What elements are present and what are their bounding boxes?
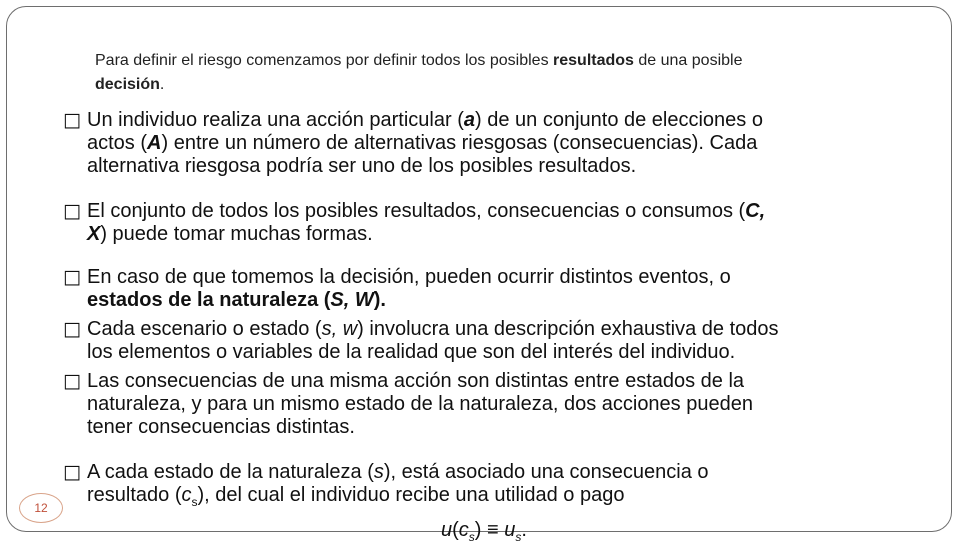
checkbox-bullet-icon: □ [63, 200, 81, 222]
intro-line-2 [95, 73, 925, 97]
bullet-line: El conjunto de todos los posibles resultados, consecuencias o consumos (C, [87, 200, 766, 222]
intro-bold-term: resultados [553, 52, 634, 69]
checkbox-bullet-icon: □ [63, 266, 81, 288]
bullet-line: A cada estado de la naturaleza (s), está asociado una consecuencia o [87, 461, 709, 483]
bullet-1 [63, 109, 923, 178]
bullet-line: En caso de que tomemos la decisión, pueden ocurrir distintos eventos, o [87, 266, 731, 288]
bullet-line: X) puede tomar muchas formas. [87, 223, 373, 245]
bullet-3 [63, 266, 923, 312]
utility-formula: $u(c_s) \equiv u_s$. [441, 519, 527, 544]
intro-paragraph [95, 49, 925, 97]
checkbox-bullet-icon: □ [63, 461, 81, 483]
bullet-line: los elementos o variables de la realidad que son del interés del individuo. [87, 341, 736, 363]
bullet-line: Las consecuencias de una misma acción son distintas entre estados de la [87, 370, 745, 392]
intro-text: . [159, 76, 165, 93]
bullet-line: naturaleza, y para un mismo estado de la naturaleza, dos acciones pueden [87, 393, 753, 415]
bullet-line: estados de la naturaleza (S, W). [87, 289, 386, 311]
checkbox-bullet-icon: □ [63, 370, 81, 392]
bullet-line: actos (A) entre un número de alternativas riesgosas (consecuencias). Cada [87, 132, 758, 154]
bullet-line: tener consecuencias distintas. [87, 416, 355, 438]
bullet-5 [63, 370, 923, 439]
bullet-line: resultado $(c_s)$, del cual el individuo recibe una utilidad o pago [87, 484, 625, 509]
checkbox-bullet-icon: □ [63, 318, 81, 340]
intro-line-1 [95, 49, 925, 73]
intro-text: de una posible [633, 52, 743, 69]
bullet-line: Cada escenario o estado (s, w) involucra una descripción exhaustiva de todos [87, 318, 779, 340]
intro-bold-term: decisión [95, 76, 160, 93]
bullet-2 [63, 200, 923, 246]
bullet-6 [63, 461, 923, 514]
intro-text: Para definir el riesgo comenzamos por definir todos los posibles [95, 52, 554, 69]
bullet-line: alternativa riesgosa podría ser uno de los posibles resultados. [87, 155, 637, 177]
bullet-4 [63, 318, 923, 364]
checkbox-bullet-icon: □ [63, 109, 81, 131]
page-number: 12 [19, 493, 63, 523]
bullet-line: Un individuo realiza una acción particular (a) de un conjunto de elecciones o [87, 109, 763, 131]
